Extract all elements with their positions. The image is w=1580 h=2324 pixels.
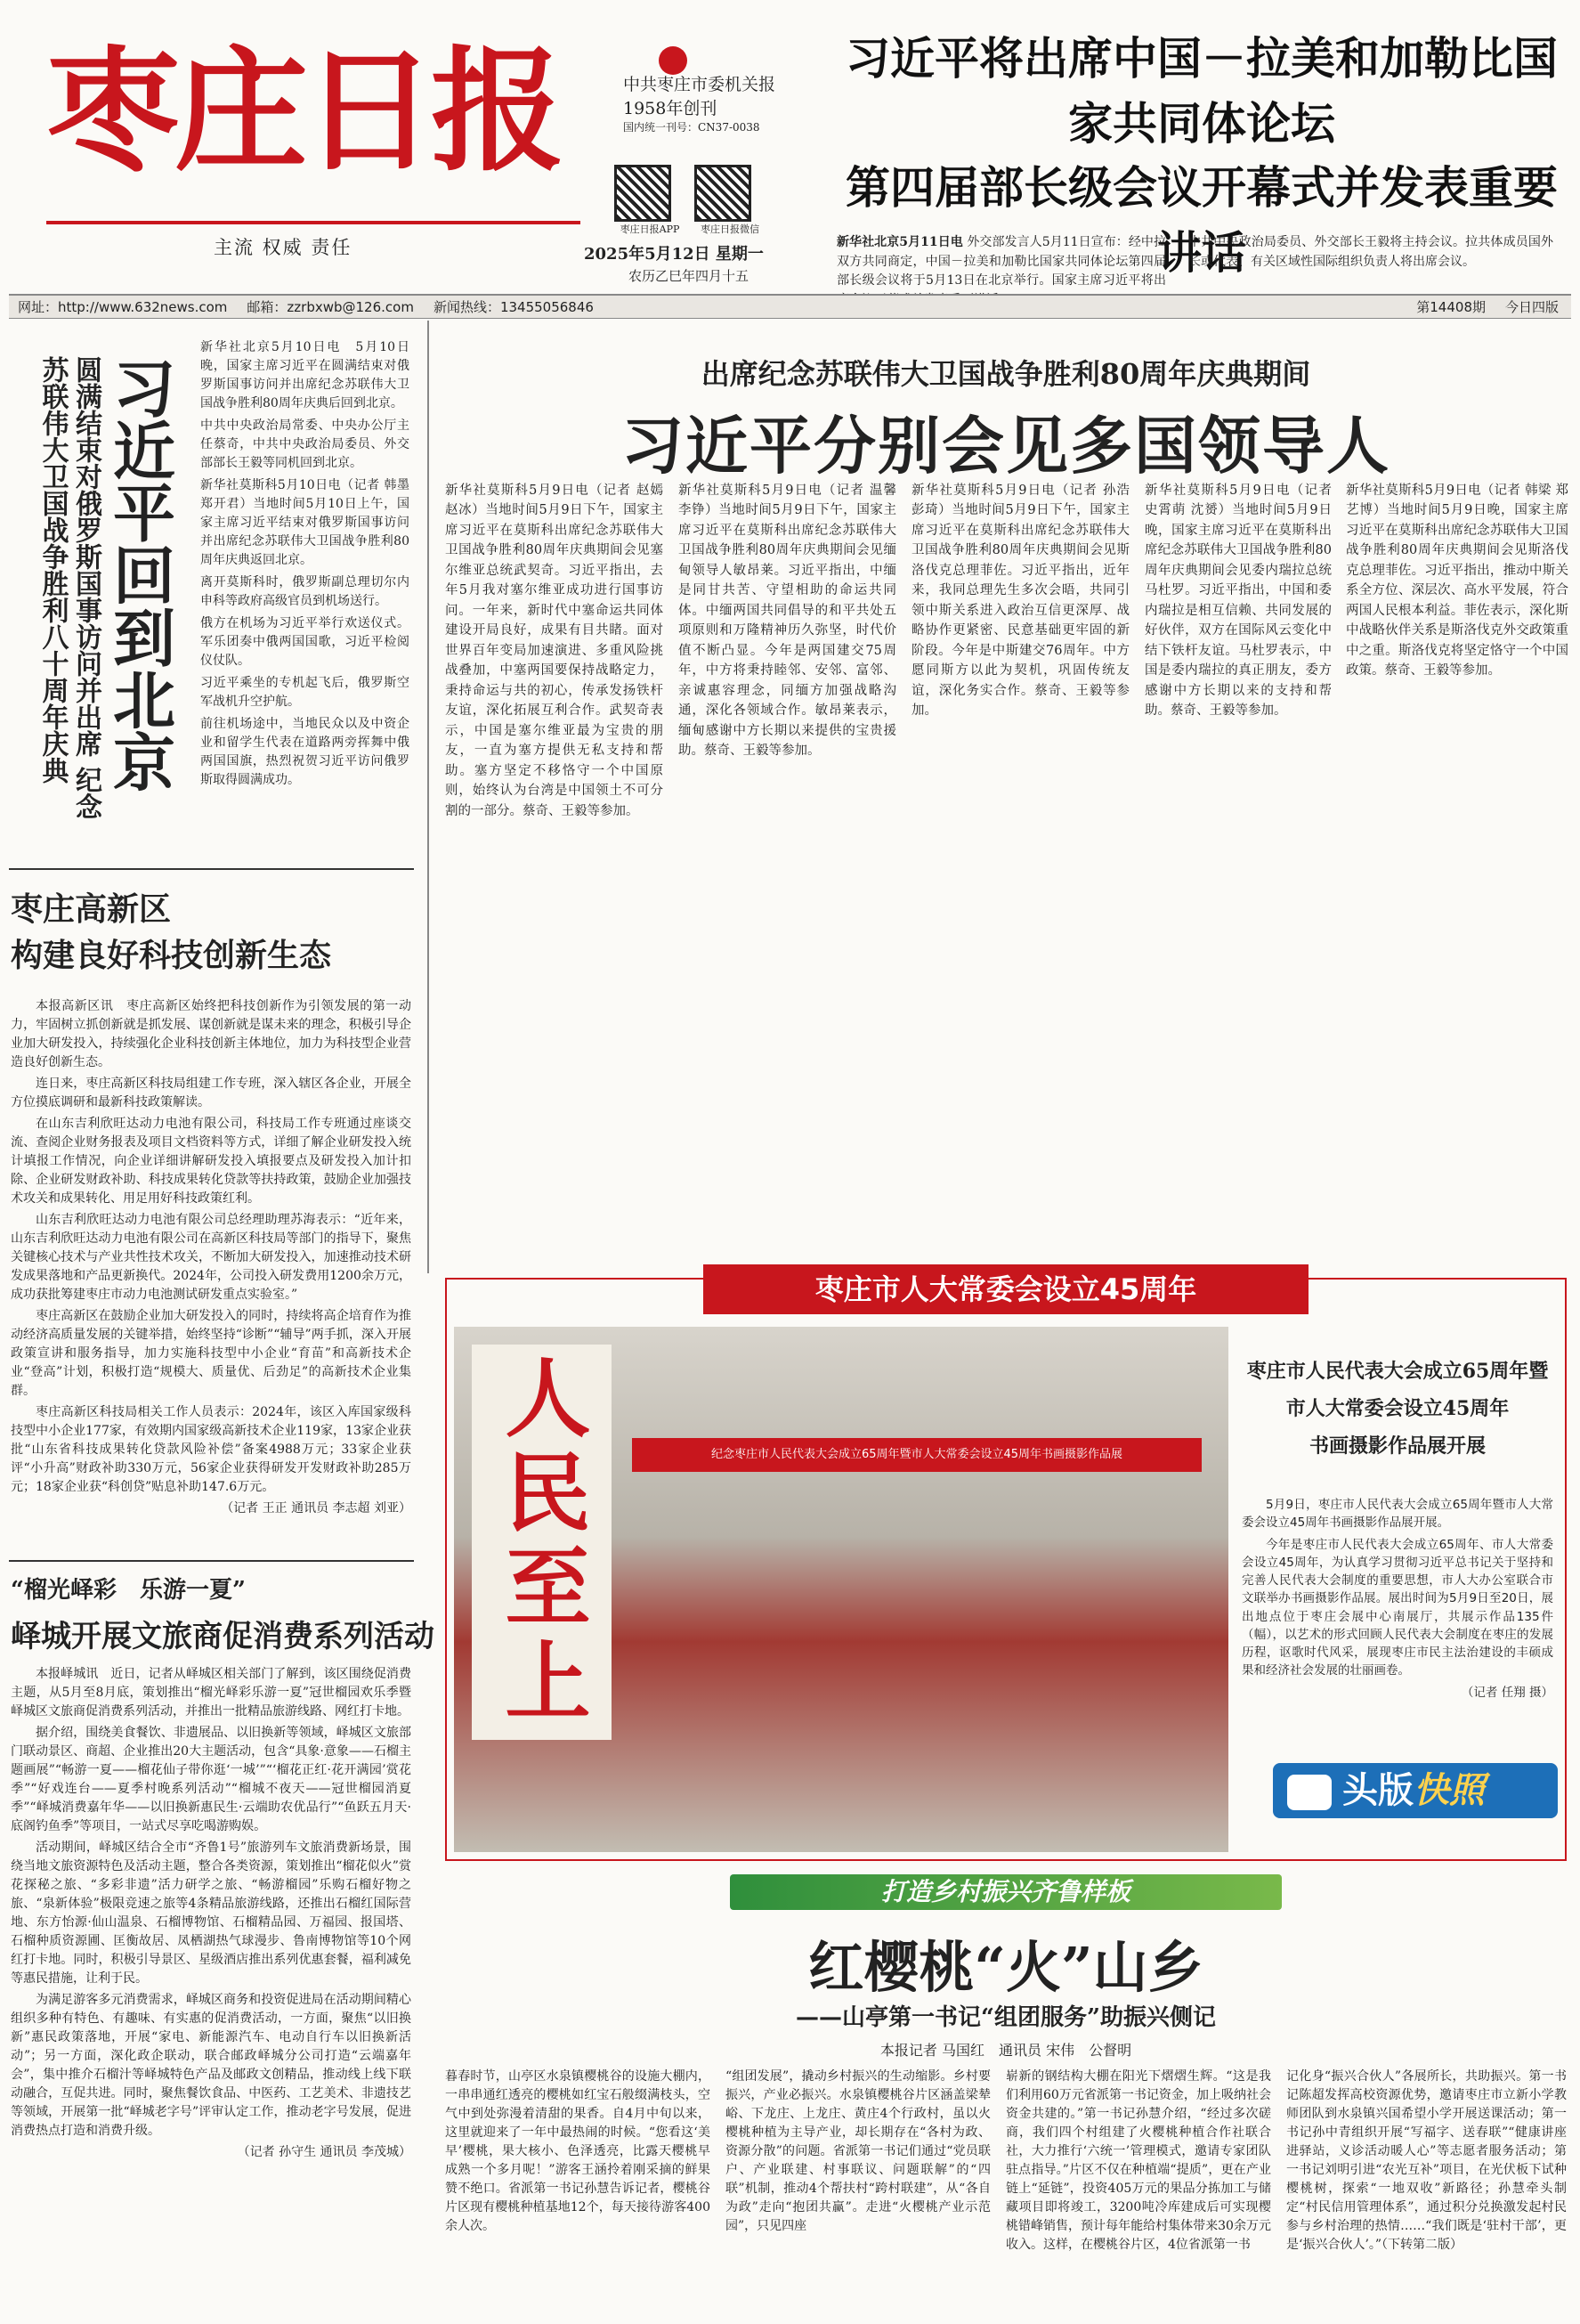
email-link[interactable]: 邮箱：zzrbxwb@126.com (247, 299, 414, 315)
section-divider (9, 868, 414, 870)
rural-headline[interactable]: 红樱桃“火”山乡 (808, 1935, 1203, 2000)
page-count: 今日四版 (1504, 299, 1559, 315)
return-p5: 俄方在机场为习近平举行欢送仪式。军乐团奏中俄两国国歌，习近平检阅仪仗队。 (200, 616, 409, 668)
yicheng-p2: 据介绍，围绕美食餐饮、非遗展品、以旧换新等领域，峄城区文旅部门联动景区、商超、企业推出20大主题活动，包含“具象·意象——石榴主题画展”“畅游一夏——榴花仙子带你逛‘一城’”“‘榴花正红·花开满园’赏花季”“好戏连台——夏季村晚系列活动”“榴城不夜天——冠世榴园消夏季”“峄城消费嘉年华——以旧换新惠民生·云端助农优品行”“鱼跃五月天·底阁钓鱼季”等项目，一站式尽享吃喝游购娱。 (11, 1726, 411, 1833)
lunar-date: 农历乙巳年四月十五 (628, 268, 749, 284)
date-block (584, 242, 764, 287)
yicheng-kicker: “榴光峄彩 乐游一夏” (11, 1577, 246, 1604)
hotline: 新闻热线：13455056846 (433, 299, 594, 315)
return-subhead-1: 圆满结束对俄罗斯国事访问并出席 (70, 356, 101, 757)
exhibit-title-2: 市人大常委会设立45周年 (1285, 1396, 1510, 1420)
rural-subhead: ——山亭第一书记“组团服务”助振兴侧记 (796, 2004, 1216, 2031)
yicheng-p1: 本报峄城讯 近日，记者从峄城区相关部门了解到，该区围绕促消费主题，从5月至8月底，策划推出“榴光峄彩乐游一夏”冠世榴园欢乐季暨峄城区文旅商促消费系列活动，并推出一批精品旅游线路、网红打卡地。 (11, 1667, 411, 1719)
yicheng-p4: 为满足游客多元消费需求，峄城区商务和投资促进局在活动期间精心组织多种有特色、有趣味、有实惠的促消费活动，一方面，聚焦“以旧换新”惠民政策落地，开展“家电、新能源汽车、电动自行车以旧换新活动”；另一方面，深化政企联动，联合邮政峄城分公司打造“云端嘉年会”，集中推介石榴汁等峄城特色产品及邮政文创精品，推动线上线下联动融合，互促共进。同时，聚焦餐饮食品、中医药、工艺美术、非遗技艺等领域，开展第一批“峄城老字号”评审认定工作，推动老字号发展，促进消费热点打造和消费升级。 (11, 1993, 411, 2138)
exhibition-photo[interactable] (454, 1327, 1228, 1852)
hitech-p3: 在山东吉利欣旺达动力电池有限公司，科技局工作专班通过座谈交流、查阅企业财务报表及项目文档资料等方式，详细了解企业研发投入统计填报工作情况，向企业详细讲解研发投入填报要点及研发投入加计扣除、企业研发财政补助、科技成果转化贷款等扶持政策，鼓励企业加强技术攻关和成果转化、用足用好科技政策红利。 (11, 1117, 411, 1206)
meetings-col1: 新华社莫斯科5月9日电（记者 赵嫣 赵冰）当地时间5月9日下午，国家主席习近平在莫斯科出席纪念苏联伟大卫国战争胜利80周年庆典期间会见塞尔维亚总统武契奇。习近平指出，去年5月我对塞尔维亚成功进行国事访问。一年来，新时代中塞命运共同体建设开局良好，成果有目共睹。面对世界百年变局加速演进、多重风险挑战叠加，中塞两国要保持战略定力，秉持命运与共的初心，传承发扬铁杆友谊，深化拓展互利合作。武契奇表示，中国是塞尔维亚最为宝贵的朋友，一直为塞方提供无私支持和帮助。塞方坚定不移恪守一个中国原则，始终认为台湾是中国领土不可分割的一部分。蔡奇、王毅等参加。 (445, 483, 663, 818)
hitech-headline[interactable] (11, 886, 331, 979)
return-p1: 新华社北京5月10日电 5月10日晚，国家主席习近平在圆满结束对俄罗斯国事访问并出席纪念苏联伟大卫国战争胜利80周年庆典后回到北京。 (200, 340, 409, 410)
party-emblem-icon (659, 46, 687, 75)
yicheng-byline: （记者 孙守生 通讯员 李茂城） (237, 2145, 411, 2159)
issue-date: 2025年5月12日 星期一 (584, 245, 764, 264)
exhibit-byline: （记者 任翔 摄） (1461, 1685, 1553, 1700)
publisher-info (623, 73, 775, 135)
meetings-kicker: 出席纪念苏联伟大卫国战争胜利80周年庆典期间 (701, 357, 1311, 391)
yicheng-body (11, 1665, 411, 2162)
hitech-p2: 连日来，枣庄高新区科技局组建工作专班，深入辖区各企业，开展全方位摸底调研和最新科技政策解读。 (11, 1077, 411, 1109)
meetings-col2: 新华社莫斯科5月9日电（记者 温馨 李铮）当地时间5月9日下午，国家主席习近平在莫斯科出席纪念苏联伟大卫国战争胜利80周年庆典期间会见缅甸领导人敏昂莱。习近平指出，中缅是同甘共苦、守望相助的命运共同体。中缅两国共同倡导的和平共处五项原则和万隆精神历久弥坚，时代价值不断凸显。今年是两国建交75周年，中方将秉持睦邻、安邻、富邻、亲诚惠容理念，同缅方加强战略沟通，深化各领域合作。敏昂莱表示，缅甸感谢中方长期以来提供的宝贵援助。蔡奇、王毅等参加。 (678, 483, 896, 759)
qr-block-1[interactable] (614, 165, 685, 236)
publisher-line1: 中共枣庄市委机关报 (623, 75, 776, 94)
exhibit-title-3: 书画摄影作品展开展 (1309, 1434, 1486, 1458)
qr-label-1: 枣庄日报APP (620, 223, 680, 235)
exhibit-body (1242, 1496, 1553, 1702)
slogan: 主流 权威 责任 (214, 237, 352, 258)
front-page-snapshot-badge (1273, 1763, 1558, 1818)
qr-label-2: 枣庄日报微信 (701, 223, 759, 235)
hitech-body (11, 997, 411, 1518)
hitech-p1: 本报高新区讯 枣庄高新区始终把科技创新作为引领发展的第一动力，牢固树立抓创新就是抓发展、谋创新就是谋未来的理念，积极引导企业加大研发投入，持续强化企业科技创新主体地位，加力为科技型企业营造良好创新生态。 (11, 999, 411, 1069)
return-p2: 中共中央政治局常委、中央办公厅主任蔡奇，中共中央政治局委员、外交部部长王毅等同机回到北京。 (200, 418, 409, 470)
hitech-p6: 枣庄高新区科技局相关工作人员表示：2024年，该区入库国家级科技型中小企业177家，有效期内国家级高新技术企业119家，13家企业获批“山东省科技成果转化贷款风险补偿”备案4988万元；33家企业获评“小升高”财政补助330万元，56家企业获得研发开发财政补助285万元；18家企业获“科创贷”贴息补助147.6万元。 (11, 1405, 411, 1494)
hitech-p5: 枣庄高新区在鼓励企业加大研发投入的同时，持续将高企培育作为推动经济高质量发展的关键举措，始终坚持“诊断”“辅导”两手抓，深入开展政策宣讲和服务指导，加力实施科技型中小企业“育苗”和高新技术企业“登高”计划，积极打造“规模大、质量优、后劲足”的高新技术企业集群。 (11, 1309, 411, 1398)
rural-col2: “组团发展”，撬动乡村振兴的生动缩影。乡村要振兴，产业必振兴。水泉镇樱桃谷片区涵盖梁辇峪、下龙庄、上龙庄、黄庄4个行政村，虽以火樱桃种植为主导产业，却长期存在“各村为政、资源分散”的问题。省派第一书记们通过“党员联户、产业联建、村事联议、问题联解”的“四联”机制，推动4个帮扶村“跨村联建”，从“各自为政”走向“抱团共赢”。走进“火樱桃产业示范园”，只见四座 (725, 2069, 991, 2233)
return-subhead-2: 纪念苏联伟大卫国战争胜利八十周年庆典 (36, 356, 101, 820)
meetings-headline[interactable]: 习近平分别会见多国领导人 (621, 410, 1390, 483)
column-rule (427, 321, 429, 1273)
yicheng-headline[interactable]: 峄城开展文旅商促消费系列活动 (11, 1619, 434, 1654)
qr-code-icon[interactable] (694, 165, 751, 222)
lead-body-text: 外交部发言人5月11日宣布：经中拉双方共同商定，中国－拉美和加勒比国家共同体论坛第四届部长级会议将于5月13日在北京举行。国家主席习近平将出 (837, 235, 1166, 288)
return-p7: 前往机场途中，当地民众以及中资企业和留学生代表在道路两旁挥舞中俄两国国旗，热烈祝贺习近平访问俄罗斯取得圆满成功。 (200, 717, 409, 787)
badge-label-2: 快照 (1414, 1770, 1485, 1811)
exhibit-p1: 5月9日，枣庄市人民代表大会成立65周年暨市人大常委会设立45周年书画摄影作品展开展。 (1242, 1498, 1553, 1531)
issue-number: 第14408期 (1416, 299, 1486, 315)
rural-col1: 暮春时节，山亭区水泉镇樱桃谷的设施大棚内，一串串通红透亮的樱桃如红宝石般缀满枝头，空气中到处弥漫着清甜的果香。自4月中旬以来，这里就迎来了一年中最热闹的时候。“您看这‘美早’樱桃，果大核小、色泽透亮，比露天樱桃早成熟一个多月呢！”游客王涵拎着刚采摘的鲜果赞不绝口。省派第一书记孙慧告诉记者，樱桃谷片区现有樱桃种植基地12个，每天接待游客400余人次。 (445, 2069, 710, 2233)
qr-block-2[interactable] (694, 165, 766, 236)
meetings-col3: 新华社莫斯科5月9日电（记者 孙浩 彭琦）当地时间5月9日下午，国家主席习近平在莫斯科出席纪念苏联伟大卫国战争胜利80周年庆典期间会见斯洛伐克总理菲佐。习近平指出，近年来，我同总理先生多次会晤，共同引领中斯关系进入政治互信更深厚、战略协作更紧密、民意基础更牢固的新阶段。今年是中斯建交76周年。中方愿同斯方以此为契机，巩固传统友谊，深化务实合作。蔡奇、王毅等参加。 (912, 483, 1130, 719)
yicheng-p3: 活动期间，峄城区结合全市“齐鲁1号”旅游列车文旅消费新场景，围绕当地文旅资源特色及活动主题，整合各类资源，策划推出“榴花似火”赏花探秘之旅、“多彩非遗”活力研学之旅、“畅游榴园”乐购石榴好物之旅、“泉新体验”极限竞速之旅等4条精品旅游线路，还推出石榴红国际营地、东方怡源·仙山温泉、石榴博物馆、石榴精品园、万福园、报国塔、石榴种质资源圃、匡衡故居、凤栖湖热气球漫步、鲁南博物馆等10个网红打卡地。同时，积极引导景区、星级酒店推出系列优惠套餐，福利减免等惠民措施，让利于民。 (11, 1841, 411, 1986)
website-link[interactable]: 网址：http://www.632news.com (18, 299, 228, 315)
return-p4: 离开莫斯科时，俄罗斯副总理切尔内申科等政府高级官员到机场送行。 (200, 575, 409, 608)
lead-body-2: 中共中央政治局委员、外交部长王毅将主持会议。拉共体成员国外长或代表、有关区域性国际组织负责人将出席会议。 (1188, 235, 1553, 269)
exhibit-title-1: 枣庄市人民代表大会成立65周年暨 (1246, 1360, 1549, 1383)
hitech-byline: （记者 王正 通讯员 李志超 刘亚） (221, 1501, 411, 1515)
logo-underline (46, 221, 580, 224)
return-headline[interactable]: 习近平回到北京 (102, 356, 177, 792)
lead-dateline: 新华社北京5月11日电 (837, 235, 963, 249)
hitech-headline-line2[interactable]: 构建良好科技创新生态 (11, 937, 332, 975)
return-subheads (36, 356, 102, 837)
return-body (200, 338, 409, 790)
meetings-col5: 新华社莫斯科5月9日电（记者 韩梁 郑艺博）当地时间5月9日晚，国家主席习近平在莫斯科出席纪念苏联伟大卫国战争胜利80周年庆典期间会见斯洛伐克总理菲佐。习近平指出，推动中斯关系全方位、深层次、高水平发展，符合两国人民根本利益。菲佐表示，深化斯中战略伙伴关系是斯洛伐克外交政策重中之重。斯洛伐克将坚定恪守一个中国政策。蔡奇、王毅等参加。 (1346, 483, 1568, 679)
lead-headline-line1[interactable]: 习近平将出席中国－拉美和加勒比国家共同体论坛 (846, 33, 1558, 150)
newspaper-logo: 枣庄日报 (46, 33, 560, 190)
photo-banner: 纪念枣庄市人民代表大会成立65周年暨市人大常委会设立45周年书画摄影作品展 (632, 1438, 1202, 1472)
return-p6: 习近平乘坐的专机起飞后，俄罗斯空军战机升空护航。 (200, 676, 409, 709)
qr-code-icon[interactable] (614, 165, 671, 222)
rural-banner: 打造乡村振兴齐鲁样板 (730, 1874, 1282, 1910)
publisher-line2: 1958年创刊 (623, 98, 717, 118)
npc-banner: 枣庄市人大常委会设立45周年 (703, 1264, 1309, 1314)
exhibit-p2: 今年是枣庄市人民代表大会成立65周年、市人大常委会设立45周年，为认真学习贯彻习近平总书记关于坚持和完善人民代表大会制度的重要思想，市人大办公室联合市文联举办书画摄影作品展。展出时间为5月9日至20日，展出地点位于枣庄会展中心南展厅，共展示作品135件（幅），以艺术的形式回顾人民代表大会制度在枣庄的发展历程，讴歌时代风采，展现枣庄市民主法治建设的丰硕成果和经济社会发展的壮丽画卷。 (1242, 1537, 1553, 1678)
hitech-p4: 山东吉利欣旺达动力电池有限公司总经理助理苏海表示：“近年来，山东吉利欣旺达动力电池有限公司在高新区科技局等部门的指导下，聚焦关键核心技术与产业共性技术攻关，不断加大研发投入，加速推动技术研发成果落地和产品更新换代。2024年，公司投入研发费用1200余万元，成功获批筹建枣庄市动力电池测试研发重点实验室。” (11, 1213, 411, 1302)
info-bar (9, 294, 1571, 319)
badge-label: 头版 (1342, 1770, 1414, 1811)
exhibit-title (1242, 1353, 1553, 1465)
camera-icon (1287, 1775, 1332, 1810)
hitech-headline-line1[interactable]: 枣庄高新区 (11, 890, 172, 928)
return-p3: 新华社莫斯科5月10日电（记者 韩墨 郑开君）当地时间5月10日上午，国家主席习近平结束对俄罗斯国事访问并出席纪念苏联伟大卫国战争胜利80周年庆典返回北京。 (200, 478, 409, 567)
meetings-col4: 新华社莫斯科5月9日电（记者 史霄萌 沈赟）当地时间5月9日晚，国家主席习近平在莫斯科出席纪念苏联伟大卫国战争胜利80周年庆典期间会见委内瑞拉总统马杜罗。习近平指出，中国和委内瑞拉是相互信赖、共同发展的好伙伴，双方在国际风云变化中结下铁杆友谊。马杜罗表示，中国是委内瑞拉的真正朋友，委方感谢中方长期以来的支持和帮助。蔡奇、王毅等参加。 (1145, 483, 1332, 719)
photo-calligraphy: 人民至上 (472, 1345, 612, 1740)
section-divider (9, 1560, 414, 1562)
publisher-line3: 国内统一刊号：CN37-0038 (623, 121, 760, 134)
rural-col3: 崭新的钢结构大棚在阳光下熠熠生辉。“这是我们利用60万元省派第一书记资金，加上吸纳社会资金共建的。”第一书记孙慧介绍，“经过多次磋商，我们四个村组建了火樱桃种植合作社联合社，大力推行‘六统一’管理模式，邀请专家团队驻点指导。”片区不仅在种植端“提质”，更在产业链上“延链”，投资405万元的果品分拣加工与储藏项目即将竣工，3200吨冷库建成后可实现樱桃错峰销售，预计每年能给村集体带来30余万元收入。这样，在樱桃谷片区，4位省派第一书 (1006, 2069, 1271, 2252)
rural-byline: 本报记者 马国红 通讯员 宋伟 公督明 (879, 2042, 1132, 2059)
rural-col4: 记化身“振兴合伙人”各展所长，共助振兴。第一书记陈超发挥高校资源优势，邀请枣庄市立新小学教师团队到水泉镇兴国希望小学开展送课活动；第一书记孙中青组织开展“写福字、送春联”“健康讲座进驿站，义诊活动暖人心”等志愿者服务活动；第一书记刘明引进“农光互补”项目，在光伏板下试种樱桃树，探索“一地双收”新路径；孙慧牵头制定“村民信用管理体系”，通过积分兑换激发起村民参与乡村治理的热情……“我们既是‘驻村干部’，更是‘振兴合伙人’。”（下转第二版） (1286, 2069, 1567, 2252)
lead-headline-line2[interactable]: 第四届部长级会议开幕式并发表重要讲话 (846, 162, 1558, 279)
